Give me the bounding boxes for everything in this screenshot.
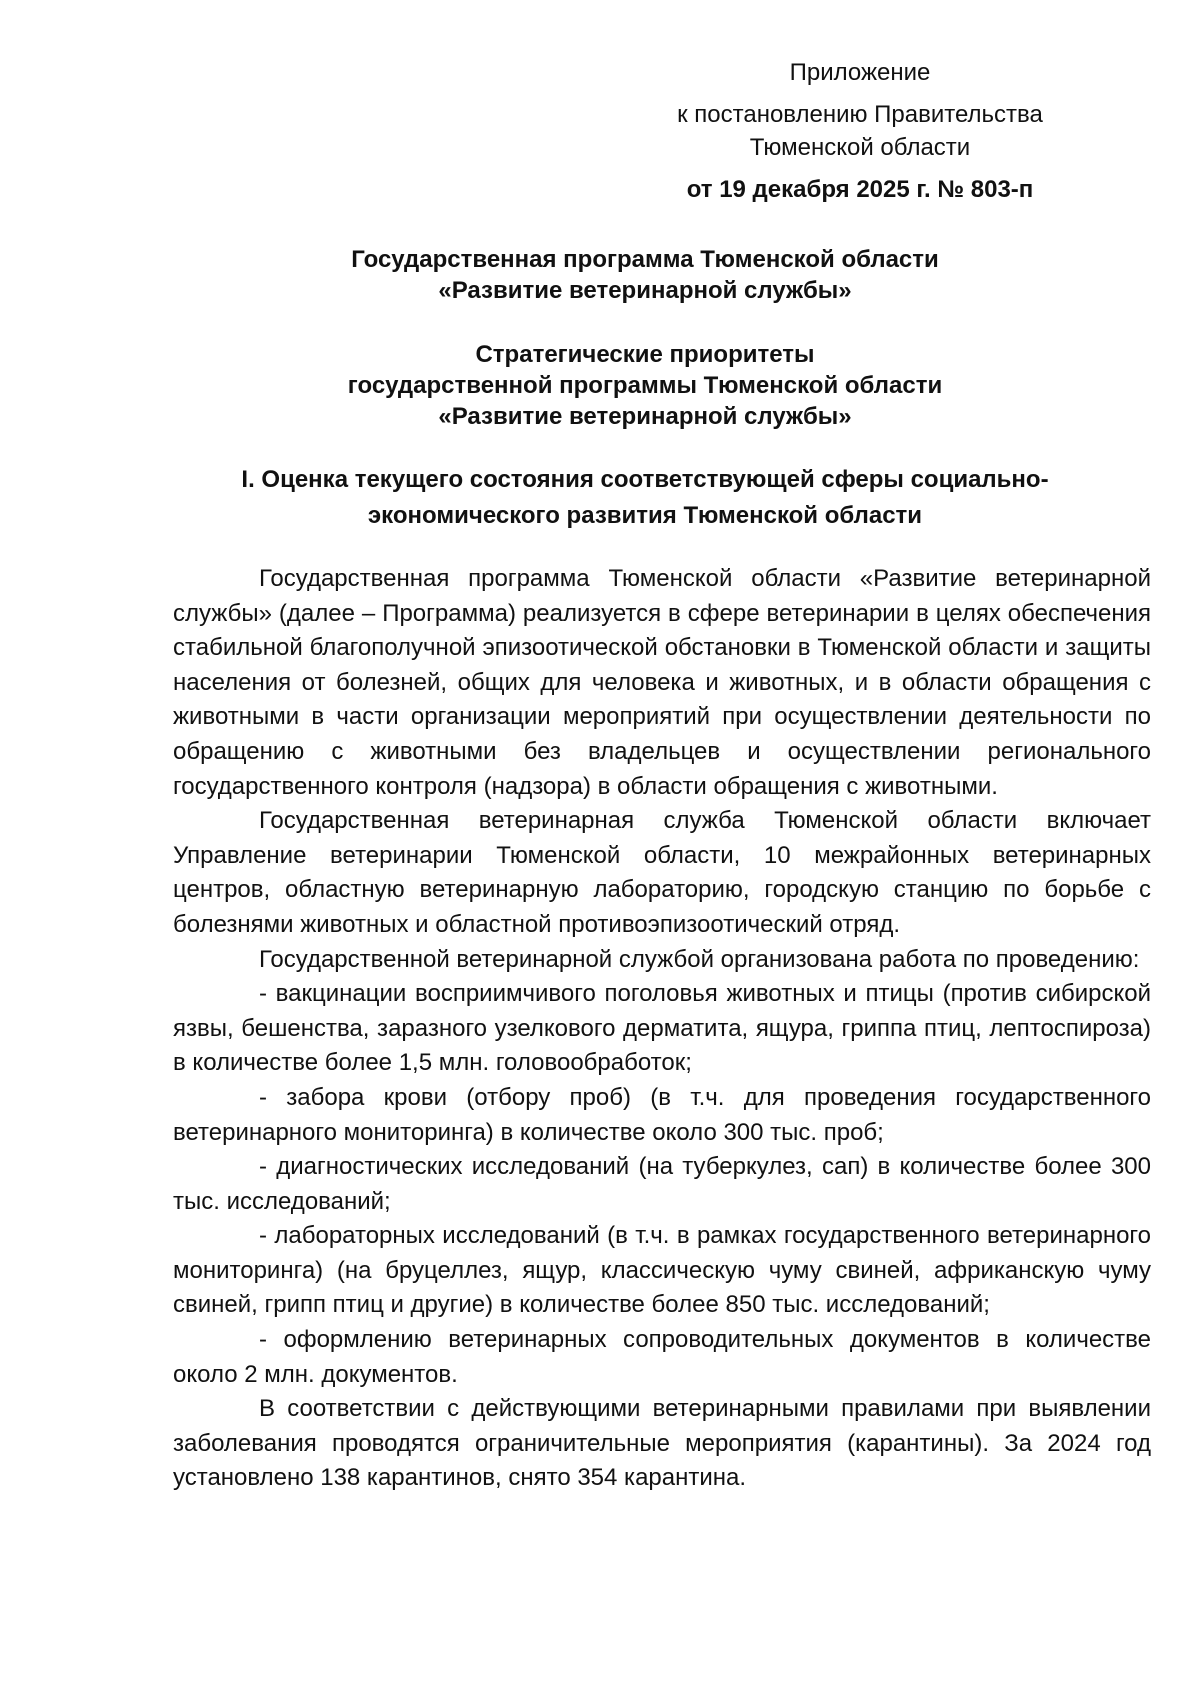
paragraph-work-intro: Государственной ветеринарной службой организована работа по проведению: [259, 945, 1140, 973]
priorities-title-line-2: государственной программы Тюменской области [347, 372, 943, 399]
priorities-title-line-3: «Развитие ветеринарной службы» [438, 403, 852, 430]
program-title-line-1: Государственная программа Тюменской области [351, 246, 939, 273]
list-item-lab-research: - лабораторных исследований (в т.ч. в рамках государственного ветеринарного мониторинга) (на бруцеллез, ящур, классическую чуму свиней, африканскую чуму свиней, грипп птиц и другие) в количестве более 850 тыс. исследований; [173, 1222, 1151, 1319]
appendix-label: Приложение [789, 59, 931, 86]
list-item-documents: - оформлению ветеринарных сопроводительных документов в количестве около 2 млн. документов. [173, 1326, 1151, 1388]
paragraph-service-structure: Государственная ветеринарная служба Тюменской области включает Управление ветеринарии Тюменской области, 10 межрайонных ветеринарных центров, областную ветеринарную лабораторию, городскую станцию по борьбе с болезнями животных и областной противоэпизоотический отряд. [173, 807, 1151, 938]
list-item-diagnostics: - диагностических исследований (на туберкулез, сап) в количестве более 300 тыс. исследований; [173, 1153, 1151, 1215]
list-item-vaccination: - вакцинации восприимчивого поголовья животных и птицы (против сибирской язвы, бешенства, заразного узелкового дерматита, ящура, гриппа птиц, лептоспироза) в количестве более 1,5 млн. головообработок; [173, 980, 1151, 1077]
body-text [173, 562, 1151, 1496]
paragraph-quarantines: В соответствии с действующими ветеринарными правилами при выявлении заболевания проводятся ограничительные мероприятия (карантины). За 2024 год установлено 138 карантинов, снято 354 карантина. [173, 1395, 1151, 1492]
section-heading-line-1: I. Оценка текущего состояния соответствующей сферы социально- [241, 466, 1049, 493]
region-label: Тюменской области [749, 134, 971, 161]
section-heading-line-2: экономического развития Тюменской области [367, 502, 923, 529]
section-heading [170, 462, 1120, 534]
appendix-header [640, 56, 1080, 206]
decree-date-number: от 19 декабря 2025 г. № 803-п [686, 176, 1034, 203]
program-title-line-2: «Развитие ветеринарной службы» [438, 277, 852, 304]
document-title-block [170, 244, 1120, 432]
priorities-title-line-1: Стратегические приоритеты [475, 341, 815, 368]
resolution-label: к постановлению Правительства [677, 101, 1043, 128]
paragraph-program-description: Государственная программа Тюменской области «Развитие ветеринарной службы» (далее – Программа) реализуется в сфере ветеринарии в целях обеспечения стабильной благополучной эпизоотической обстановки в Тюменской области и защиты населения от болезней, общих для человека и животных, и в области обращения с животными в части организации мероприятий при осуществлении деятельности по обращению с животными без владельцев и осуществлении регионального государственного контроля (надзора) в области обращения с животными. [173, 565, 1151, 800]
list-item-blood-sampling: - забора крови (отбору проб) (в т.ч. для проведения государственного ветеринарного мониторинга) в количестве около 300 тыс. проб; [173, 1083, 1151, 1146]
